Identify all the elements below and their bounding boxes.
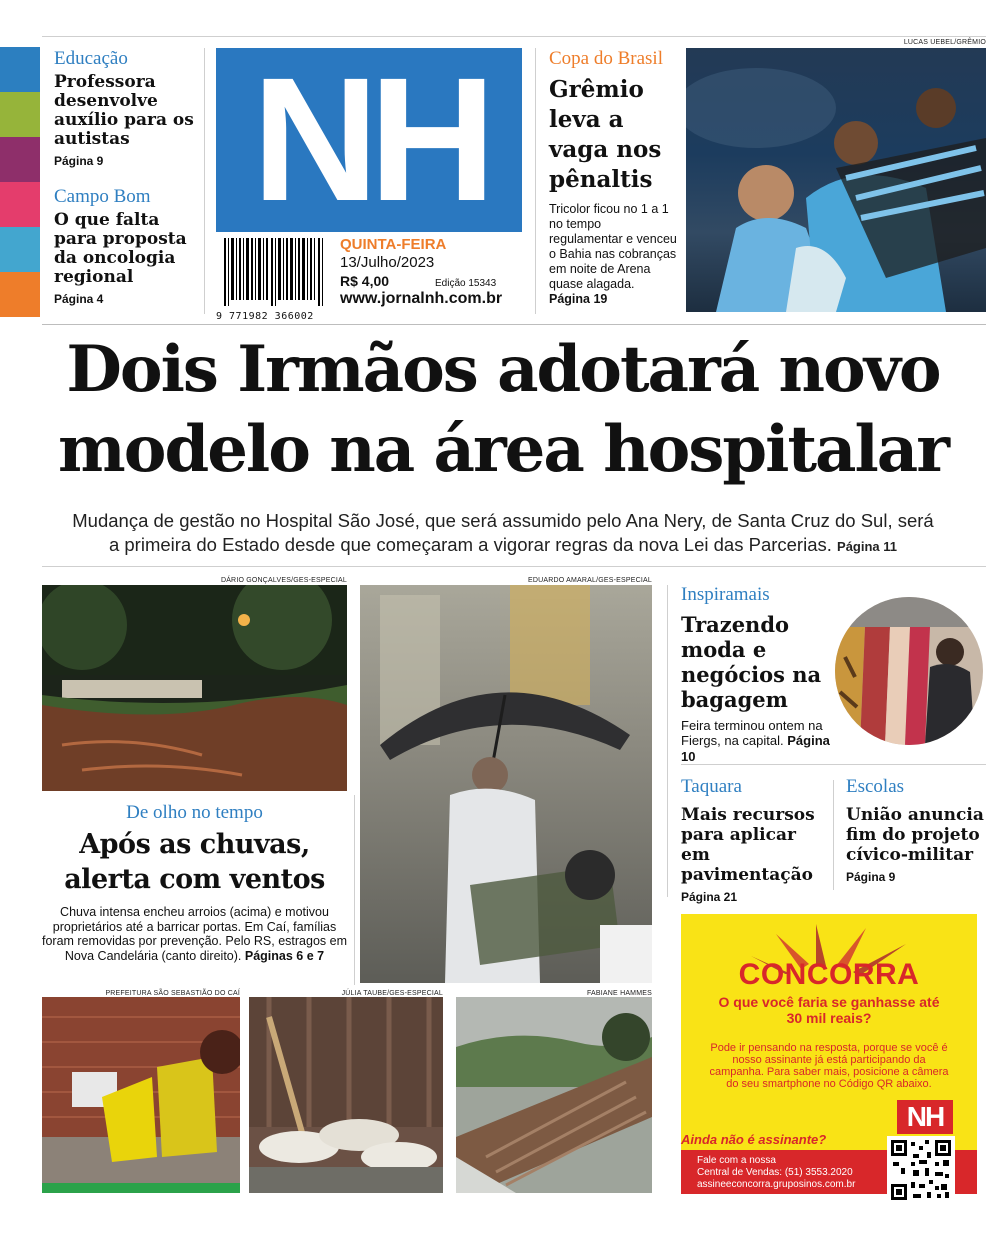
ad-title: CONCORRA (738, 958, 920, 991)
summary-page: Página 11 (837, 539, 898, 554)
taquara-headline: Mais recursos para aplicar em pavimentação (681, 805, 815, 885)
weather-body-text: Chuva intensa encheu arroios (acima) e motivou proprietários até a barricar portas. Em Caí, famílias foram removidas por prevenção. Pelo RS, estragos em Nova Candelária (canto direito). (42, 905, 347, 963)
concorra-ad[interactable] (681, 914, 977, 1194)
storm-damage-photo (456, 997, 652, 1193)
sport-photo (686, 48, 986, 312)
divider-vertical (667, 585, 668, 897)
weather-headline (42, 827, 347, 897)
divider-vertical (354, 795, 355, 985)
teaser-kicker: Campo Bom (54, 186, 151, 207)
divider-vertical (535, 48, 536, 314)
photo-credit: JÚLIA TAUBE/GES-ESPECIAL (341, 990, 443, 997)
barcode-bars (216, 238, 332, 306)
sport-body-text: Tricolor ficou no 1 a 1 no tempo regulamentar e venceu o Bahia nas cobranças em noite de Arena quase alagada. (549, 202, 677, 291)
masthead-logo[interactable] (216, 42, 522, 238)
ad-question: O que você faria se ganhasse até 30 mil reais? (718, 994, 940, 1026)
ad-contact-2: Central de Vendas: (51) 3553.2020 (697, 1167, 853, 1178)
escolas-headline: União anuncia fim do projeto cívico-militar (846, 805, 984, 865)
escolas-kicker: Escolas (846, 776, 905, 797)
teaser-inspiramais[interactable] (681, 584, 836, 764)
umbrella-illustration (360, 585, 652, 983)
weather-headline-2: alerta com ventos (64, 864, 325, 895)
umbrella-photo (360, 585, 652, 983)
weather-pages: Páginas 6 e 7 (244, 948, 325, 963)
strip-green (0, 92, 40, 137)
taquara-page: Página 21 (681, 890, 738, 904)
qr-code[interactable] (887, 1136, 955, 1204)
players-illustration (686, 48, 986, 312)
ad-contact-1: Fale com a nossa (697, 1155, 776, 1166)
strip-pink (0, 182, 40, 227)
inspiramais-body (681, 718, 841, 764)
inspiramais-headline: Trazendo moda e negócios na bagagem (681, 612, 822, 712)
divider-vertical (204, 48, 205, 314)
barcode (216, 238, 332, 322)
teaser-kicker: Educação (54, 48, 128, 69)
stream-illustration (42, 585, 347, 791)
photo-credit: DÁRIO GONÇALVES/GES-ESPECIAL (220, 577, 347, 584)
summary-line-1: Mudança de gestão no Hospital São José, que será assumido pelo Ana Nery, de Santa Cruz do Sul, será (72, 510, 934, 531)
photo-credit: FABIANE HAMMES (586, 990, 652, 997)
sport-kicker: Copa do Brasil (549, 48, 663, 69)
storm-damage-illustration (456, 997, 652, 1193)
teaser-page: Página 9 (54, 154, 104, 168)
edition-info (340, 236, 530, 308)
price-label: R$ 4,00 (340, 273, 390, 289)
inspiramais-page: Página 10 (681, 733, 830, 764)
section-rule (42, 566, 986, 567)
ad-contact-3[interactable]: assineeconcorra.gruposinos.com.br (697, 1179, 856, 1190)
teaser-educacao[interactable] (54, 48, 204, 168)
escolas-page: Página 9 (846, 870, 896, 884)
logo-text: NH (251, 42, 487, 238)
teaser-headline: Professora desenvolve auxílio para os autistas (54, 72, 194, 149)
teaser-escolas[interactable] (846, 776, 986, 884)
summary-line-2-text: a primeira do Estado desde que começaram a vigorar regras da nova Lei das Parcerias. (108, 534, 832, 555)
evacuation-illustration (42, 997, 240, 1193)
teaser-sport[interactable] (549, 48, 677, 307)
taquara-kicker: Taquara (681, 776, 742, 797)
barcode-number: 9 771982 366002 (216, 311, 314, 322)
fashion-illustration (835, 597, 983, 745)
summary-line-2 (20, 533, 986, 559)
inspiramais-kicker: Inspiramais (681, 584, 770, 605)
inspiramais-body-text: Feira terminou ontem na Fiergs, na capital. (681, 718, 823, 749)
strip-purple (0, 137, 40, 182)
photo-credit: LUCAS UEBEL/GRÊMIO (903, 39, 986, 46)
sport-body (549, 202, 677, 307)
section-rule (681, 764, 986, 765)
side-color-strips (0, 47, 40, 317)
ad-logo (897, 1100, 953, 1134)
weather-story[interactable] (42, 802, 347, 963)
headline-line-1: Dois Irmãos adotará novo (66, 332, 940, 407)
sandbags-photo (249, 997, 443, 1193)
flood-photo (42, 585, 347, 791)
edition-label: Edição 15343 (435, 278, 497, 289)
section-rule (42, 324, 986, 325)
strip-orange (0, 272, 40, 317)
day-label: QUINTA-FEIRA (340, 236, 447, 253)
sandbags-illustration (249, 997, 443, 1193)
ad-text: Pode ir pensando na resposta, porque se você é nosso assinante já está participando da campanha. Para saber mais, posicione a câmera do seu smartphone no Código QR abaixo. (709, 1042, 949, 1090)
top-rule (42, 36, 986, 37)
strip-cyan (0, 227, 40, 272)
weather-body (42, 905, 347, 963)
headline-line-2: modelo na área hospitalar (58, 412, 948, 487)
sport-headline: Grêmio leva a vaga nos pênaltis (549, 76, 662, 193)
weather-headline-1: Após as chuvas, (79, 829, 310, 860)
ad-cta: Ainda não é assinante? (681, 1132, 827, 1147)
main-summary (20, 509, 986, 559)
sport-page: Página 19 (549, 292, 608, 306)
fashion-photo (835, 597, 983, 745)
teaser-taquara[interactable] (681, 776, 829, 904)
teaser-page: Página 4 (54, 292, 104, 306)
ad-logo-text: NH (906, 1101, 944, 1132)
teaser-headline: O que falta para proposta da oncologia regional (54, 210, 187, 287)
weather-kicker: De olho no tempo (126, 802, 263, 823)
date-label: 13/Julho/2023 (340, 254, 435, 271)
photo-credit: EDUARDO AMARAL/GES-ESPECIAL (527, 577, 652, 584)
qr-code-icon (891, 1140, 951, 1200)
evacuation-photo (42, 997, 240, 1193)
teaser-campo-bom[interactable] (54, 186, 204, 306)
main-headline[interactable] (20, 330, 986, 490)
website-link[interactable]: www.jornalnh.com.br (340, 290, 503, 307)
divider-vertical (833, 780, 834, 890)
price-row (340, 273, 530, 289)
photo-credit: PREFEITURA SÃO SEBASTIÃO DO CAÍ (105, 990, 240, 997)
strip-blue (0, 47, 40, 92)
